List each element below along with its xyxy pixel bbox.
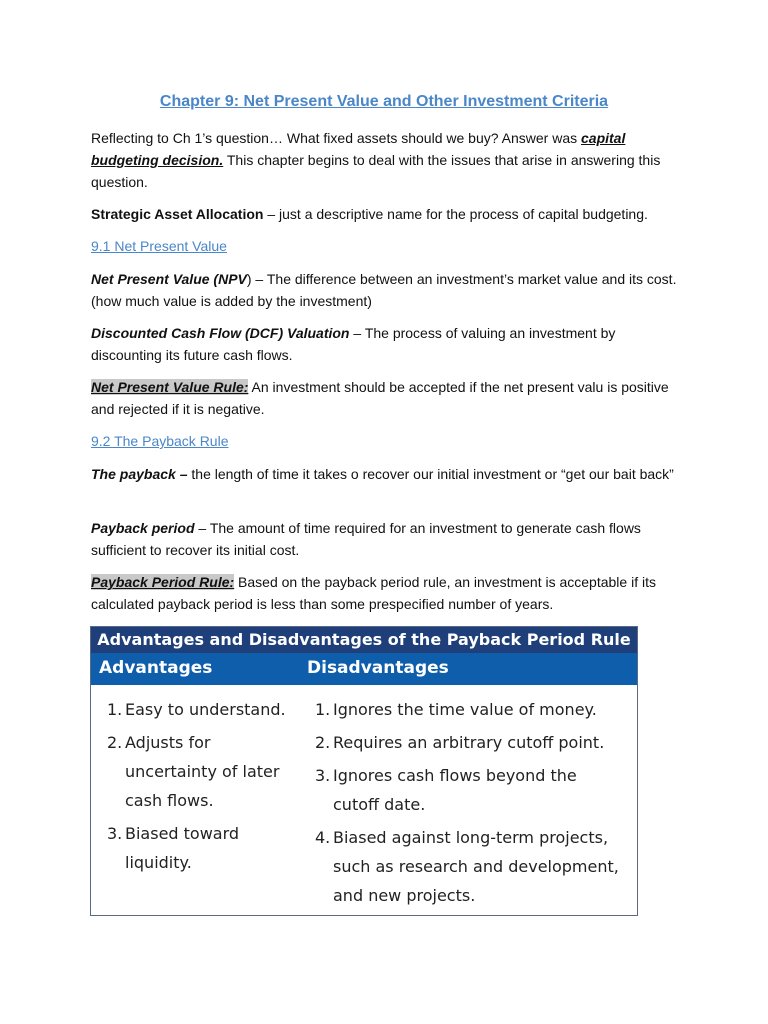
advantages-table bbox=[90, 626, 638, 916]
list-item: 4. Biased against long-term projects, such as research and development, and new projects. bbox=[315, 828, 619, 905]
strategic-paragraph bbox=[91, 203, 681, 225]
table-header-row bbox=[91, 653, 637, 685]
list-item: 2. Adjusts for uncertainty of later cash flows. bbox=[107, 733, 280, 810]
payback-paragraph bbox=[91, 463, 681, 485]
list-item: 2. Requires an arbitrary cutoff point. bbox=[315, 733, 605, 752]
advantages-list bbox=[107, 695, 287, 877]
capital-budgeting-term: capital budgeting decision. bbox=[91, 130, 626, 168]
payback-period-term: Payback period bbox=[91, 520, 195, 536]
strategic-term: Strategic Asset Allocation bbox=[91, 206, 264, 222]
dcf-paragraph bbox=[91, 322, 681, 366]
dcf-definition: – The process of valuing an investment by discounting its future cash flows. bbox=[91, 325, 616, 363]
payback-period-definition: – The amount of time required for an investment to generate cash flows sufficient to recover its initial cost. bbox=[91, 520, 641, 558]
disadvantages-column bbox=[315, 695, 625, 914]
npv-rule-paragraph bbox=[91, 376, 681, 420]
list-item: 3. Ignores cash flows beyond the cutoff date. bbox=[315, 766, 577, 814]
list-item: 1. Ignores the time value of money. bbox=[315, 700, 597, 719]
advantages-column bbox=[107, 695, 287, 881]
list-item: 3. Biased toward liquidity. bbox=[107, 824, 240, 872]
intro-text-end: This chapter begins to deal with the issues that arise in answering this question. bbox=[91, 152, 661, 190]
payback-period-paragraph bbox=[91, 517, 681, 561]
npv-rule-term: Net Present Value Rule: bbox=[91, 379, 249, 395]
advantages-header: Advantages bbox=[99, 658, 213, 678]
disadvantages-list bbox=[315, 695, 625, 910]
table-title: Advantages and Disadvantages of the Payback Period Rule bbox=[91, 627, 637, 653]
npv-definition: – The difference between an investment’s market value and its cost. (how much value is added by the investment) bbox=[91, 271, 677, 309]
npv-paragraph bbox=[91, 268, 681, 312]
payback-term: The payback – bbox=[91, 466, 188, 482]
payback-rule-paragraph bbox=[91, 571, 681, 615]
list-item: 1. Easy to understand. bbox=[107, 700, 286, 719]
disadvantages-header: Disadvantages bbox=[307, 658, 449, 678]
section-heading-npv: 9.1 Net Present Value bbox=[91, 238, 227, 254]
intro-text: Reflecting to Ch 1’s question… What fixed assets should we buy? Answer was bbox=[91, 130, 581, 146]
npv-rule-definition: An investment should be accepted if the net present valu is positive and rejected if it is negative. bbox=[91, 379, 669, 417]
payback-rule-term: Payback Period Rule: bbox=[91, 574, 235, 590]
npv-paren: ) bbox=[246, 271, 252, 287]
chapter-title: Chapter 9: Net Present Value and Other Investment Criteria bbox=[159, 93, 609, 110]
section-heading-payback: 9.2 The Payback Rule bbox=[91, 433, 229, 449]
intro-paragraph bbox=[91, 127, 681, 193]
npv-term: Net Present Value (NPV bbox=[91, 271, 247, 287]
strategic-definition: – just a descriptive name for the process of capital budgeting. bbox=[263, 206, 648, 222]
payback-definition: the length of time it takes o recover our initial investment or “get our bait back” bbox=[187, 466, 674, 482]
dcf-term: Discounted Cash Flow (DCF) Valuation bbox=[91, 325, 350, 341]
payback-rule-definition: Based on the payback period rule, an investment is acceptable if its calculated payback period is less than some prespecified number of years. bbox=[91, 574, 656, 612]
